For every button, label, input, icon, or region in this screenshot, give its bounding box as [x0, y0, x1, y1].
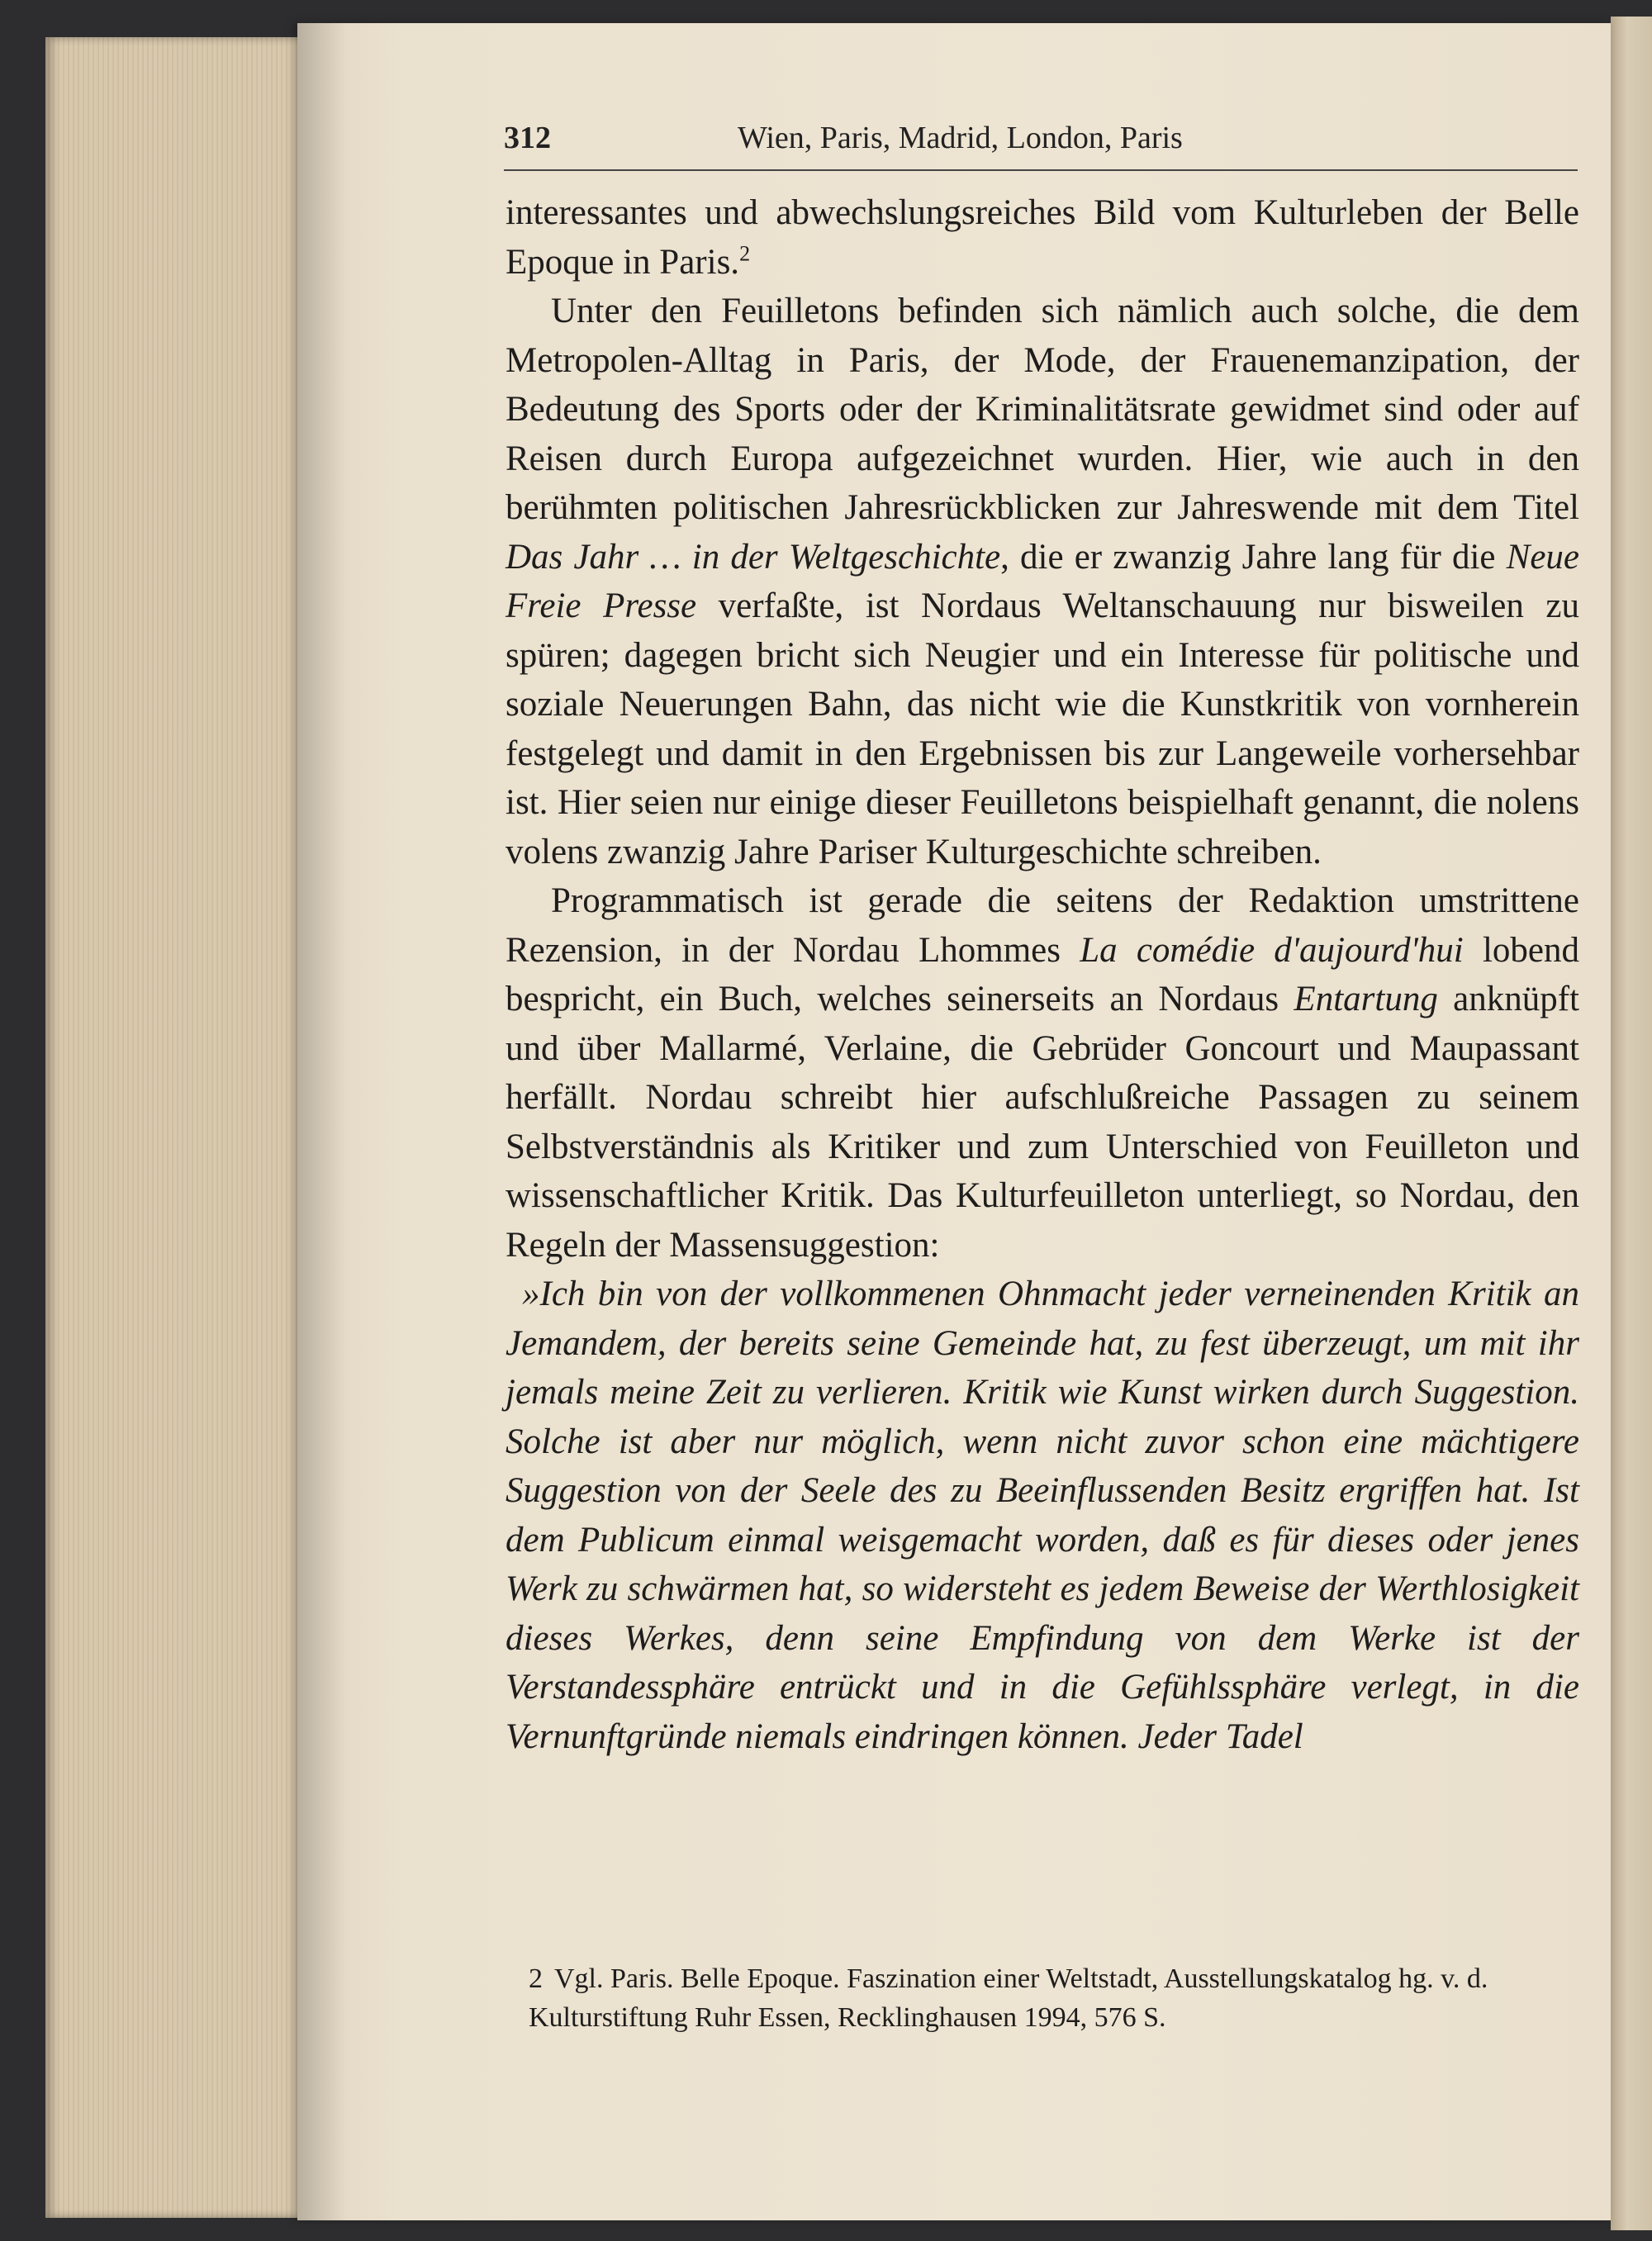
paragraph-3 [506, 876, 1579, 1270]
paragraph-1 [506, 188, 1579, 287]
block-quote: »Ich bin von der vollkommenen Ohnmacht jeder verneinenden Kritik an Jemandem, der bereits seine Gemeinde hat, zu fest überzeugt, um mit ihr jemals meine Zeit zu verlieren. Kritik wie Kunst wirken durch Suggestion. Solche ist aber nur möglich, wenn nicht zuvor schon eine mächtigere Suggestion von der Seele des zu Beeinflussenden Besitz ergriffen hat. Ist dem Publicum einmal weisgemacht worden, daß es für dieses oder jenes Werk zu schwärmen hat, so widersteht es jedem Beweise der Werthlosigkeit dieses Werkes, denn seine Empfindung von dem Werke ist der Verstandessphäre entrückt und in die Gefühlssphäre verlegt, in die Vernunftgründe niemals eindringen können. Jeder Tadel [506, 1275, 1579, 1756]
page-number: 312 [504, 121, 551, 155]
paragraph-3-text-a: Programmatisch ist gerade die seitens der Redaktion umstrittene Rezension, in der Nordau Lhommes [506, 881, 1579, 970]
paragraph-2 [506, 287, 1579, 876]
footnote-number: 2 [529, 1963, 543, 1994]
footnote [529, 1959, 1586, 2037]
paragraph-1-text: interessantes und abwechslungsreiches Bild vom Kulturleben der Belle Epoque in Paris. [506, 193, 1579, 282]
title-das-jahr: Das Jahr … in der Weltgeschichte [506, 537, 1001, 577]
body-text [506, 188, 1579, 1761]
book-page-edges [45, 37, 310, 2218]
title-neue-freie-presse: Neue Freie Presse [506, 537, 1579, 625]
running-head-title: Wien, Paris, Madrid, London, Paris [738, 121, 1183, 155]
gutter-shadow [297, 23, 347, 2220]
paragraph-3-text-c: anknüpft und über Mallarmé, Verlaine, die Gebrüder Goncourt und Maupassant herfällt. Nordau schreibt hier aufschlußreiche Passagen zu seinem Selbstverständnis als Kritiker und zum Unterschied von Feuilleton und wissenschaftlicher Kritik. Das Kulturfeuilleton unterliegt, so Nordau, den Regeln der Massensuggestion: [506, 980, 1579, 1265]
running-head [504, 120, 1578, 169]
paragraph-3-text-b: lobend bespricht, ein Buch, welches seinerseits an Nordaus [506, 930, 1579, 1018]
header-rule [504, 169, 1578, 171]
paragraph-2-text-a: Unter den Feuilletons befinden sich nämlich auch solche, die dem Metropolen-Alltag in Paris, der Mode, der Frauenemanzipation, der Bedeutung des Sports oder der Kriminalitätsrate gewidmet sind oder auf Reisen durch Europa aufgezeichnet wurden. Hier, wie auch in den berühmten politischen Jahresrückblicken zur Jahreswende mit dem Titel [506, 292, 1579, 527]
footnote-reference: 2 [739, 241, 751, 266]
title-la-comedie: La comédie d'aujourd'hui [1080, 930, 1464, 970]
paragraph-2-text-c: verfaßte, ist Nordaus Weltanschauung nur bisweilen zu spüren; dagegen bricht sich Neugier und ein Interesse für politische und soziale Neuerungen Bahn, das nicht wie die Kunstkritik von vornherein festgelegt und damit in den Ergebnissen bis zur Langeweile vorhersehbar ist. Hier seien nur einige dieser Feuilletons beispielhaft genannt, die nolens volens zwanzig Jahre Pariser Kulturgeschichte schreiben. [506, 586, 1579, 871]
facing-page-edge [1611, 17, 1652, 2230]
footnote-text: Vgl. Paris. Belle Epoque. Faszination einer Weltstadt, Ausstellungskatalog hg. v. d. Kulturstiftung Ruhr Essen, Recklinghausen 1994, 576 S. [529, 1963, 1488, 2033]
paragraph-2-text-b: , die er zwanzig Jahre lang für die [1000, 537, 1507, 577]
title-entartung: Entartung [1294, 980, 1438, 1018]
